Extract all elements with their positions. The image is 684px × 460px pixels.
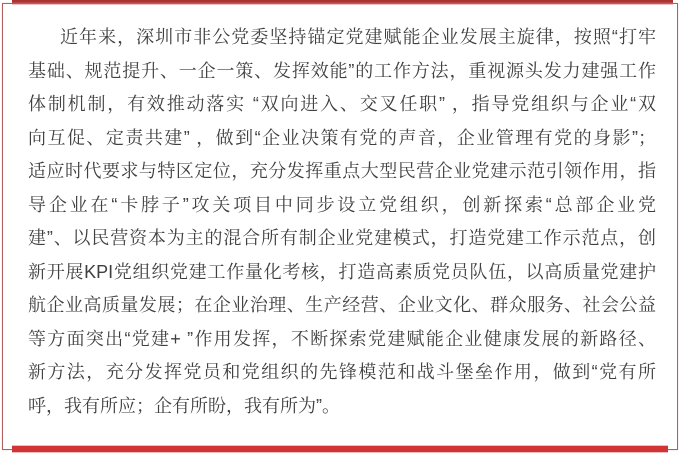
paragraph-line: 建”、以民营资本为主的混合所有制企业党建模式，打造党建工作示范点，创: [28, 228, 656, 248]
paragraph-line: 基础、规范提升、一企一策、发挥效能”的工作方法，重视源头发力建强工作: [28, 60, 656, 81]
paragraph-line: 体制机制，有效推动落实 “双向进入、交叉任职” ，指导党组织与企业“双: [28, 94, 656, 114]
paragraph-line: 向互促、定责共建” ，做到“企业决策有党的声音，企业管理有党的身影”；: [28, 127, 656, 148]
paragraph-line: 适应时代要求与特区定位，充分发挥重点大型民营企业党建示范引领作用，指: [28, 161, 656, 181]
paragraph-line: 新开展KPI党组织党建工作量化考核，打造高素质党员队伍，以高质量党建护: [28, 261, 656, 282]
paragraph-line: 新方法，充分发挥党员和党组织的先锋模范和战斗堡垒作用，做到“党有所: [28, 362, 656, 382]
paragraph-line: 等方面突出“党建+ ”作用发挥，不断探索党建赋能企业健康发展的新路径、: [28, 328, 656, 349]
decorative-top-rule: [12, 0, 673, 4]
decorative-bottom-rule: [12, 446, 668, 452]
paragraph-line: 航企业高质量发展；在企业治理、生产经营、企业文化、群众服务、社会公益: [28, 295, 656, 315]
paragraph-line: 导企业在“卡脖子”攻关项目中同步设立党组织，创新探索“总部企业党: [28, 194, 656, 215]
article-paragraph: [28, 21, 656, 423]
paragraph-line: 呼，我有所应；企有所盼，我有所为”。: [28, 395, 340, 416]
paragraph-line: 近年来，深圳市非公党委坚持锚定党建赋能企业发展主旋律，按照“打牢: [60, 27, 656, 47]
